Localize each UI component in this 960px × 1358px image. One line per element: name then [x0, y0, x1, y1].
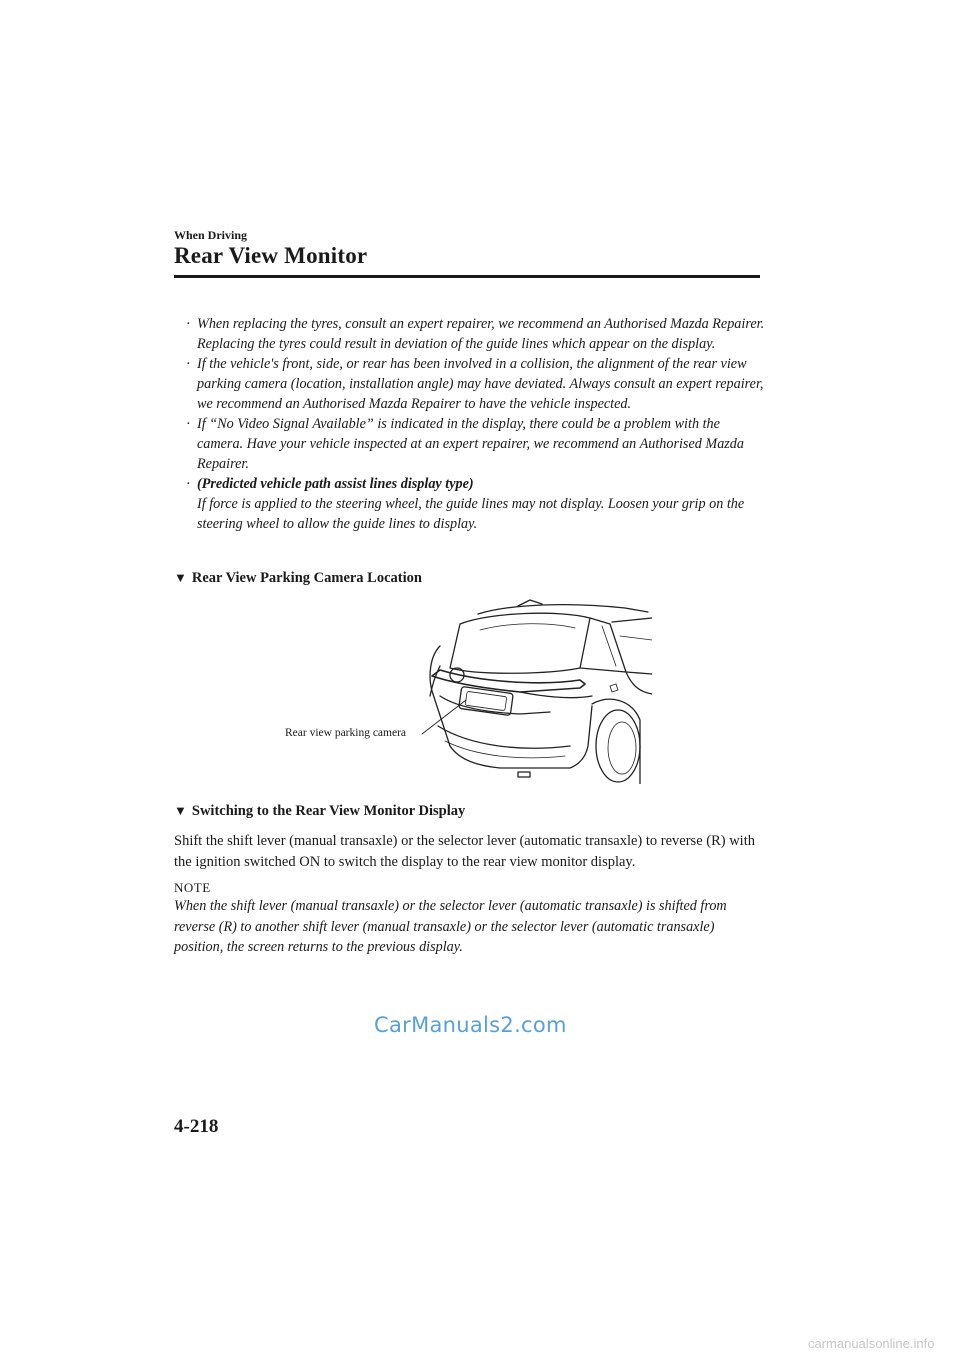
caution-bullet-list: [186, 314, 766, 534]
camera-location-heading: [174, 570, 422, 587]
bullet-dot-icon: ·: [186, 316, 191, 332]
bullet-item: [186, 354, 766, 414]
vehicle-rear-illustration: [280, 596, 652, 784]
switching-heading-text: Switching to the Rear View Monitor Display: [191, 803, 466, 819]
bullet-item: [186, 314, 766, 354]
watermark-link[interactable]: CarManuals2.com: [374, 1013, 567, 1037]
note-label: NOTE: [174, 880, 211, 895]
page-title: Rear View Monitor: [174, 243, 368, 268]
bullet-text: When replacing the tyres, consult an expert repairer, we recommend an Authorised Mazda Repairer. Replacing the tyres could result in deviation of the guide lines which appear on the display.: [197, 316, 765, 352]
bullet-dot-icon: ·: [186, 476, 191, 492]
switching-body-text: Shift the shift lever (manual transaxle) or the selector lever (automatic transaxle) to reverse (R) with the ignition switched ON to switch the display to the rear view monitor display.: [174, 833, 755, 870]
bullet-item: [186, 414, 766, 474]
camera-callout-label: Rear view parking camera: [285, 727, 407, 739]
bullet-item: [186, 474, 766, 534]
triangle-down-icon: ▼: [174, 803, 187, 818]
bullet-text: If force is applied to the steering wheel, the guide lines may not display. Loosen your grip on the steering wheel to allow the guide lines to display.: [197, 496, 745, 532]
note-text: When the shift lever (manual transaxle) or the selector lever (automatic transaxle) is shifted from reverse (R) to another shift lever (manual transaxle) or the selector lever (automatic transaxle) position, the screen returns to the previous display.: [174, 898, 727, 955]
title-rule: [174, 275, 760, 278]
triangle-down-icon: ▼: [174, 570, 187, 585]
page-number: 4-218: [174, 1116, 219, 1137]
bullet-dot-icon: ·: [186, 356, 191, 372]
footer-watermark: carmanualsonline.info: [808, 1336, 935, 1351]
section-label: When Driving: [174, 228, 248, 242]
bullet-dot-icon: ·: [186, 416, 191, 432]
bullet-text: If the vehicle's front, side, or rear has been involved in a collision, the alignment of the rear view parking camera (location, installation angle) may have deviated. Always consult an expert repairer, we recommend an Authorised Mazda Repairer to have the vehicle inspected.: [197, 356, 764, 412]
bullet-bold-text: (Predicted vehicle path assist lines display type): [197, 476, 474, 492]
camera-location-heading-text: Rear View Parking Camera Location: [191, 570, 422, 586]
bullet-text: If “No Video Signal Available” is indicated in the display, there could be a problem with the camera. Have your vehicle inspected at an expert repairer, we recommend an Authorised Mazda Repairer.: [197, 416, 744, 472]
switching-heading: [174, 803, 465, 820]
